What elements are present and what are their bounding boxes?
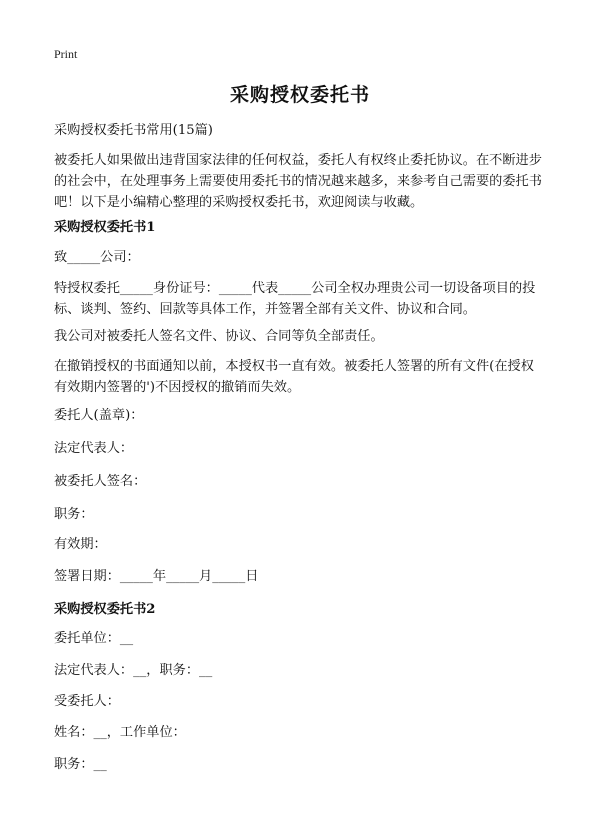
field-agent-signature: 被委托人签名： bbox=[54, 474, 147, 489]
field-entrusting-unit: 委托单位：__ bbox=[54, 631, 134, 646]
section-1-to-line: 致_____公司： bbox=[54, 250, 140, 265]
section-1-validity: 在撤销授权的书面通知以前，本授权书一直有效。被委托人签署的所有文件(在授权有效期内签署的')不因授权的撤销而失效。 bbox=[54, 359, 534, 395]
field-principal-seal: 委托人(盖章)： bbox=[54, 408, 144, 423]
field-validity-period: 有效期： bbox=[54, 537, 107, 552]
intro-paragraph: 被委托人如果做出违背国家法律的任何权益，委托人有权终止委托协议。在不断进步的社会中，在处理事务上需要使用委托书的情况越来越多，来参考自己需要的委托书吧！以下是小编精心整理的采购授权委托书，欢迎阅读与收藏。 bbox=[54, 153, 542, 210]
section-1-authorization: 特授权委托_____身份证号：_____代表_____公司全权办理贵公司一切设备项目的投标、谈判、签约、回款等具体工作，并签署全部有关文件、协议和合同。 bbox=[54, 281, 536, 317]
section-1-heading: 采购授权委托书1 bbox=[54, 220, 156, 235]
print-link[interactable]: Print bbox=[54, 47, 78, 61]
field-trustee-position: 职务：__ bbox=[54, 757, 107, 772]
field-name-workplace: 姓名：__，工作单位： bbox=[54, 725, 186, 740]
field-legal-rep-position: 法定代表人：__，职务：__ bbox=[54, 663, 213, 678]
field-position: 职务： bbox=[54, 507, 94, 522]
field-trustee: 受委托人： bbox=[54, 694, 120, 709]
section-1-responsibility: 我公司对被委托人签名文件、协议、合同等负全部责任。 bbox=[54, 329, 384, 344]
section-2-heading: 采购授权委托书2 bbox=[54, 602, 156, 617]
field-legal-representative: 法定代表人： bbox=[54, 441, 134, 456]
document-title: 采购授权委托书 bbox=[229, 84, 370, 106]
document-subtitle: 采购授权委托书常用(15篇) bbox=[54, 123, 213, 138]
field-signing-date: 签署日期：_____年_____月_____日 bbox=[54, 569, 259, 584]
